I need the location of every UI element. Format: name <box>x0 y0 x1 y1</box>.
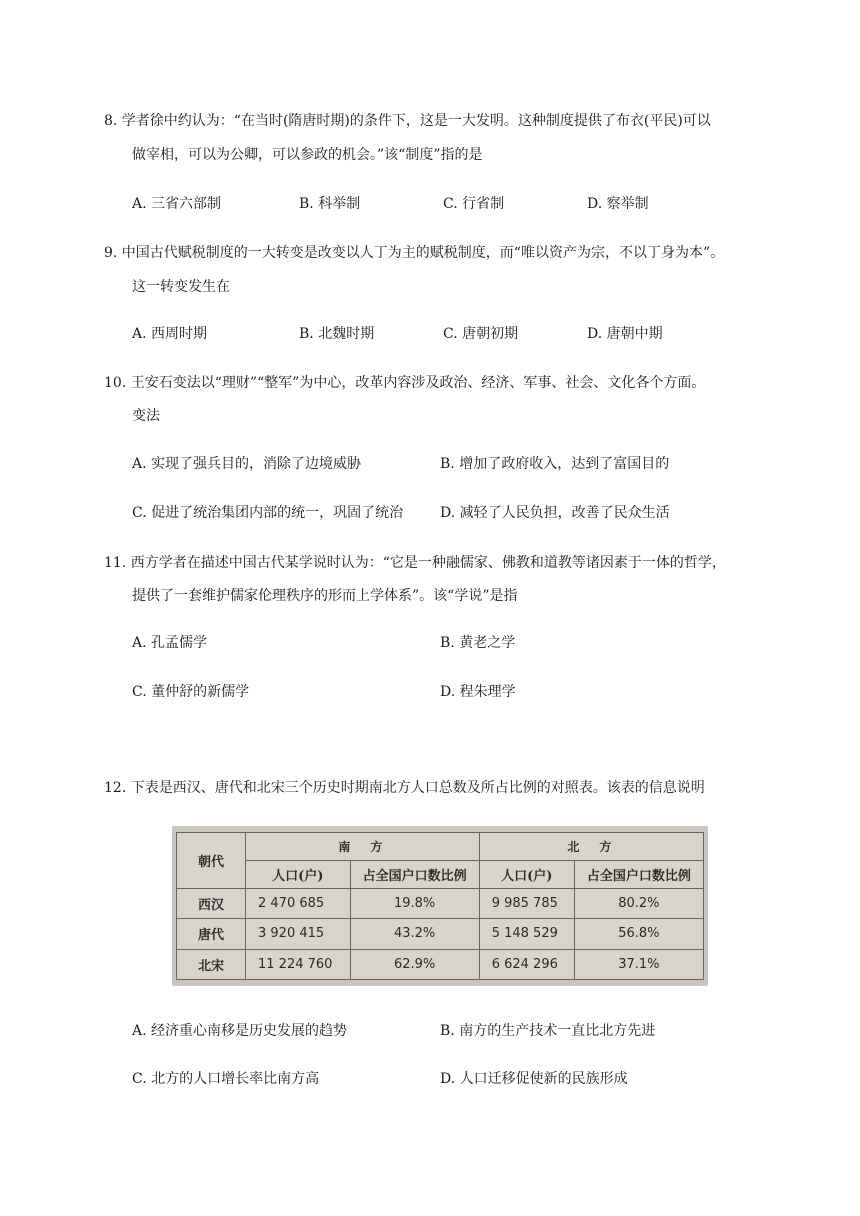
question-8-option-c: C. 行省制 <box>443 196 505 212</box>
subheader-south-pop: 人口(户) <box>246 861 351 889</box>
question-9-stem-line1: 9. 中国古代赋税制度的一大转变是改变以人丁为主的赋税制度，而“唯以资产为宗，不以丁身为本”。 <box>104 245 725 261</box>
question-11-option-b: B. 黄老之学 <box>440 635 516 651</box>
question-10-option-a: A. 实现了强兵目的，消除了边境威胁 <box>132 456 362 472</box>
south-ratio-cell: 19.8% <box>350 889 479 919</box>
subheader-south-ratio: 占全国户口数比例 <box>350 861 479 889</box>
question-8-option-d: D. 察举制 <box>587 196 649 212</box>
subheader-north-ratio: 占全国户口数比例 <box>574 861 703 889</box>
question-8-stem-line1: 8. 学者徐中约认为：“在当时(隋唐时期)的条件下，这是一大发明。这种制度提供了布衣(平民)可以 <box>104 113 711 129</box>
question-9-option-d: D. 唐朝中期 <box>587 326 663 342</box>
north-pop-cell: 6 624 296 <box>479 949 574 979</box>
question-10-option-c: C. 促进了统治集团内部的统一，巩固了统治 <box>132 505 404 521</box>
question-11-stem-line2: 提供了一套维护儒家伦理秩序的形而上学体系”。该“学说”是指 <box>132 588 518 604</box>
population-table-photo <box>172 826 708 986</box>
south-pop-cell: 3 920 415 <box>246 919 351 949</box>
table-row <box>177 919 704 949</box>
question-8-stem-line2: 做宰相，可以为公卿，可以参政的机会。”该“制度”指的是 <box>132 147 483 163</box>
question-9-option-b: B. 北魏时期 <box>299 326 375 342</box>
question-11-option-c: C. 董仲舒的新儒学 <box>132 684 250 700</box>
table-row <box>177 889 704 919</box>
north-pop-cell: 5 148 529 <box>479 919 574 949</box>
south-ratio-cell: 62.9% <box>350 949 479 979</box>
row-dynasty: 唐代 <box>177 919 246 949</box>
question-10-stem-line1: 10. 王安石变法以“理财”“整军”为中心，改革内容涉及政治、经济、军事、社会、文化各个方面。 <box>104 375 706 391</box>
population-table <box>176 832 704 980</box>
question-12-option-d: D. 人口迁移促使新的民族形成 <box>440 1071 628 1087</box>
question-8-option-b: B. 科举制 <box>299 196 361 212</box>
question-11-option-a: A. 孔孟儒学 <box>132 635 208 651</box>
subheader-north-pop: 人口(户) <box>479 861 574 889</box>
question-12-option-b: B. 南方的生产技术一直比北方先进 <box>440 1023 656 1039</box>
north-ratio-cell: 37.1% <box>574 949 703 979</box>
question-9-option-a: A. 西周时期 <box>132 326 208 342</box>
question-10-stem-line2: 变法 <box>132 408 160 424</box>
question-9-option-c: C. 唐朝初期 <box>443 326 519 342</box>
question-11-stem-line1: 11. 西方学者在描述中国古代某学说时认为：“它是一种融儒家、佛教和道教等诸因素于一体的哲学， <box>104 555 726 571</box>
question-12-option-a: A. 经济重心南移是历史发展的趋势 <box>132 1023 348 1039</box>
north-ratio-cell: 80.2% <box>574 889 703 919</box>
north-ratio-cell: 56.8% <box>574 919 703 949</box>
question-12-option-c: C. 北方的人口增长率比南方高 <box>132 1071 320 1087</box>
row-dynasty: 西汉 <box>177 889 246 919</box>
question-11-option-d: D. 程朱理学 <box>440 684 516 700</box>
south-ratio-cell: 43.2% <box>350 919 479 949</box>
header-north: 北 方 <box>479 833 703 861</box>
question-10-option-d: D. 减轻了人民负担，改善了民众生活 <box>440 505 670 521</box>
question-9-stem-line2: 这一转变发生在 <box>132 279 230 295</box>
header-south: 南 方 <box>246 833 480 861</box>
table-row <box>177 949 704 979</box>
south-pop-cell: 11 224 760 <box>246 949 351 979</box>
south-pop-cell: 2 470 685 <box>246 889 351 919</box>
north-pop-cell: 9 985 785 <box>479 889 574 919</box>
question-12-stem: 12. 下表是西汉、唐代和北宋三个历史时期南北方人口总数及所占比例的对照表。该表的信息说明 <box>104 780 705 796</box>
question-10-option-b: B. 增加了政府收入，达到了富国目的 <box>440 456 670 472</box>
question-8-option-a: A. 三省六部制 <box>132 196 222 212</box>
row-dynasty: 北宋 <box>177 949 246 979</box>
header-dynasty: 朝代 <box>177 833 246 889</box>
